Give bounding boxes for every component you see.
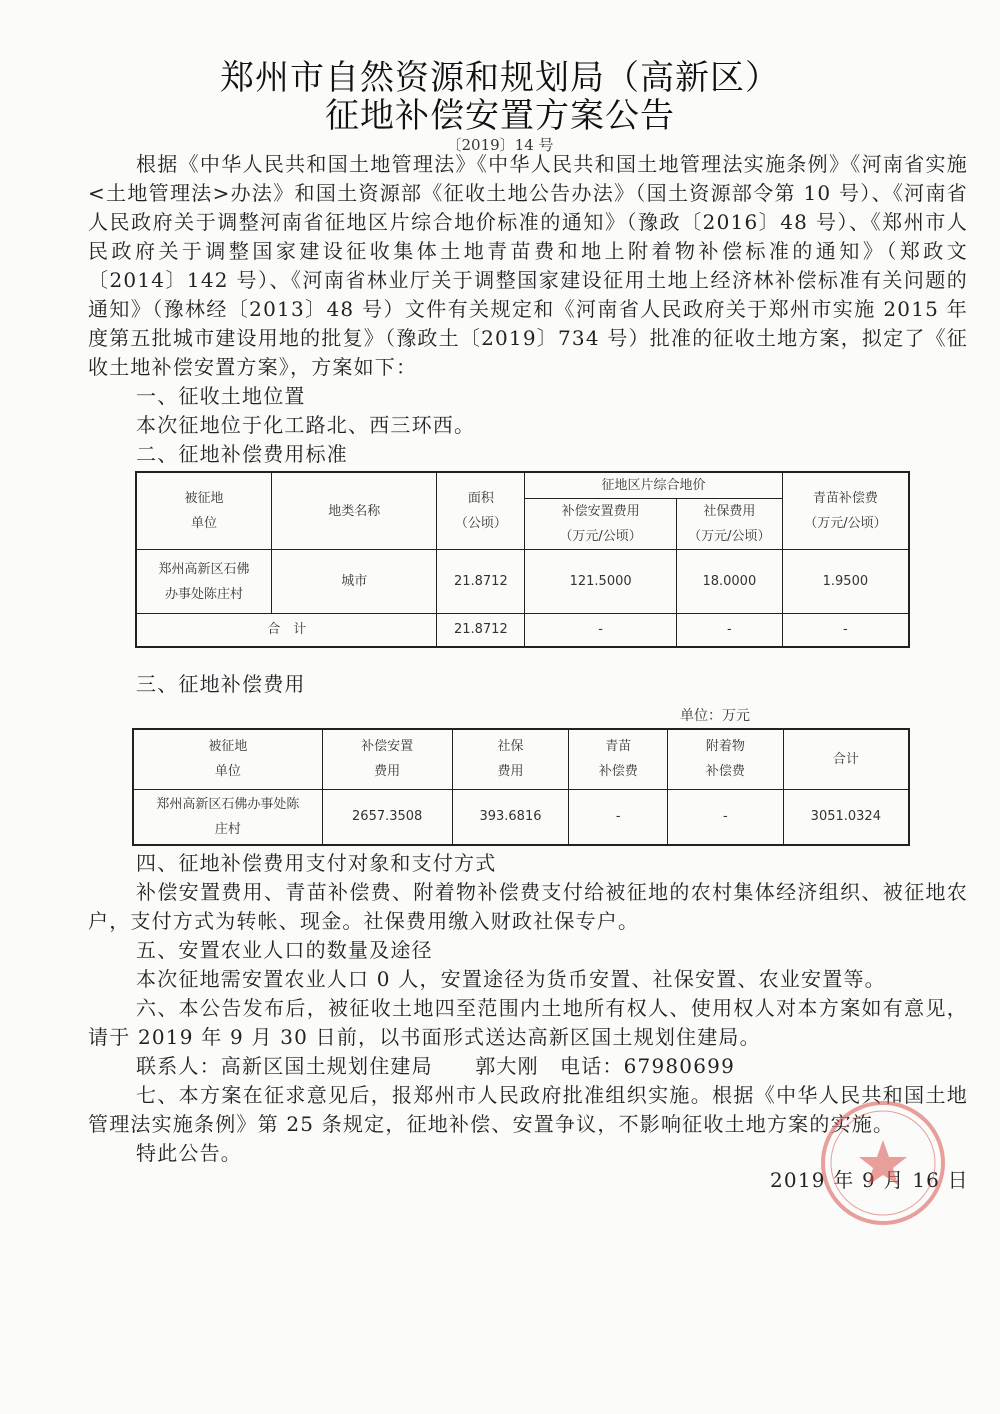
table-cell: 1.9500: [782, 550, 909, 614]
header-cell: 社保费用 （万元/公顷）: [676, 499, 782, 550]
document-number: 〔2019〕14 号: [446, 136, 554, 154]
intro-paragraph: 根据《中华人民共和国土地管理法》《中华人民共和国土地管理法实施条例》《河南省实施<土地管理法>办法》和国土资源部《征收土地公告办法》（国土资源部令第 10 号）、《河南省人民政府关于调整河南省征地区片综合地价标准的通知》（豫政〔2016〕48 号）、《郑州市人民政府关于调整国家建设征收集体土地青苗费和地上附着物补偿标准的通知》（郑政文〔2014〕142 号）、《河南省林业厅关于调整国家建设征用土地上经济林补偿标准有关问题的通知》（豫林经〔2013〕48 号）文件有关规定和《河南省人民政府关于郑州市实施 2015 年度第五批城市建设用地的批复》（豫政土〔2019〕734 号）批准的征收土地方案，拟定了《征收土地补偿安置方案》，方案如下：: [88, 152, 968, 379]
closing-line: 特此公告。: [136, 1141, 242, 1165]
compensation-standard-table: [135, 471, 910, 648]
section1-heading: 一、征收土地位置: [136, 384, 306, 408]
table-header-row: [133, 729, 909, 789]
section2-heading: 二、征地补偿费用标准: [136, 442, 348, 466]
table-cell: -: [782, 614, 909, 647]
table-row: [133, 789, 909, 845]
table-cell: 21.8712: [437, 550, 525, 614]
header-cell: 合计: [783, 729, 909, 789]
section7-text: 七、本方案在征求意见后，报郑州市人民政府批准组织实施。根据《中华人民共和国土地管理法实施条例》第 25 条规定，征地补偿、安置争议，不影响征收土地方案的实施。: [88, 1083, 968, 1136]
table-cell: -: [569, 789, 668, 845]
table-cell: -: [676, 614, 782, 647]
header-cell: 地类名称: [272, 472, 437, 550]
table-cell: -: [668, 789, 784, 845]
header-cell: 面积 （公顷）: [437, 472, 525, 550]
table-cell: 3051.0324: [783, 789, 909, 845]
table-cell: 393.6816: [452, 789, 569, 845]
section5-text: 本次征地需安置农业人口 0 人，安置途径为货币安置、社保安置、农业安置等。: [136, 967, 886, 991]
table-cell: 21.8712: [437, 614, 525, 647]
section1-text: 本次征地位于化工路北、西三环西。: [136, 413, 476, 437]
section6-text: 六、本公告发布后，被征收土地四至范围内土地所有权人、使用权人对本方案如有意见，请于 2019 年 9 月 30 日前，以书面形式送达高新区国土规划住建局。: [88, 996, 968, 1049]
contact-line: 联系人：高新区国土规划住建局 郭大刚 电话：67980699: [136, 1054, 735, 1078]
header-cell: 被征地 单位: [133, 729, 322, 789]
table-cell: 合 计: [136, 614, 437, 647]
table-cell: 郑州高新区石佛办事处陈 庄村: [133, 789, 322, 845]
compensation-cost-table: [132, 728, 910, 846]
table-cell: 2657.3508: [322, 789, 452, 845]
header-cell: 补偿安置费用 （万元/公顷）: [525, 499, 677, 550]
page-title: 郑州市自然资源和规划局（高新区）: [220, 58, 780, 98]
notice-body: [88, 150, 968, 469]
header-cell: 被征地 单位: [136, 472, 272, 550]
page-subtitle: 征地补偿安置方案公告: [325, 96, 675, 136]
table-cell: 18.0000: [676, 550, 782, 614]
header-cell: 青苗 补偿费: [569, 729, 668, 789]
table-header-row: [136, 472, 909, 499]
section4-text: 补偿安置费用、青苗补偿费、附着物补偿费支付给被征地的农村集体经济组织、被征地农户，支付方式为转帐、现金。社保费用缴入财政社保专户。: [88, 880, 968, 933]
official-seal-icon: [818, 1098, 948, 1228]
header-cell: 补偿安置 费用: [322, 729, 452, 789]
table-cell: 121.5000: [525, 550, 677, 614]
table-cell: 郑州高新区石佛 办事处陈庄村: [136, 550, 272, 614]
table-cell: -: [525, 614, 677, 647]
table-cell: 城市: [272, 550, 437, 614]
header-cell: 青苗补偿费 （万元/公顷）: [782, 472, 909, 550]
unit-note: 单位：万元: [680, 708, 750, 724]
header-cell: 社保 费用: [452, 729, 569, 789]
issue-date: 2019 年 9 月 16 日: [770, 1168, 969, 1192]
table-row: [136, 550, 909, 614]
section3-heading: 三、征地补偿费用: [136, 672, 306, 696]
header-cell: 征地区片综合地价: [525, 472, 782, 499]
table-total-row: [136, 614, 909, 647]
section5-heading: 五、安置农业人口的数量及途径: [136, 938, 433, 962]
section4-heading: 四、征地补偿费用支付对象和支付方式: [136, 851, 497, 875]
header-cell: 附着物 补偿费: [668, 729, 784, 789]
